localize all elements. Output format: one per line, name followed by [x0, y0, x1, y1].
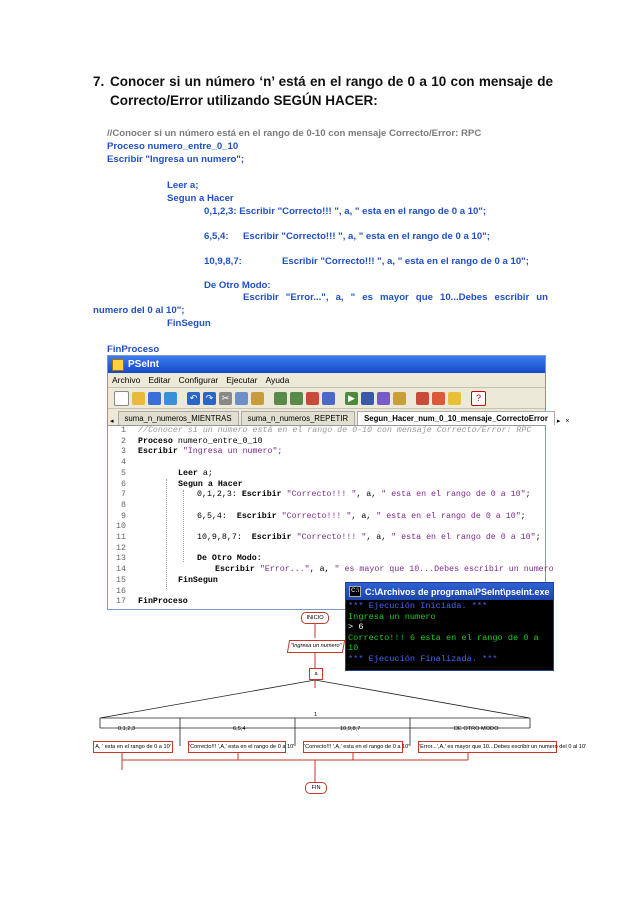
tab-repetir[interactable]: suma_n_numeros_REPETIR: [241, 411, 356, 425]
console-line: Ingresa un numero: [348, 611, 436, 622]
flow-case-label: 0,1,2,3: [118, 726, 136, 732]
line-number: 16: [116, 586, 126, 596]
string: "Ingresa un numero";: [177, 447, 283, 457]
code-otro-modo: De Otro Modo:: [204, 280, 271, 291]
string: " es mayor que 10...Debes escribir un numero: [334, 565, 554, 575]
punctuation: ;: [525, 490, 531, 500]
menu-configurar[interactable]: Configurar: [178, 375, 219, 385]
line-number: 7: [121, 490, 126, 500]
flow-end: FIN: [305, 782, 327, 794]
menu-ayuda[interactable]: Ayuda: [265, 375, 290, 385]
keyword: Escribir: [236, 511, 277, 521]
punctuation: ;: [535, 533, 541, 542]
identifier: , a,: [366, 533, 392, 542]
code-word: escribir: [494, 292, 530, 303]
string: "Correcto!!! ": [291, 533, 367, 542]
keyword: Escribir: [215, 565, 255, 575]
code-word: "Error...",: [285, 292, 329, 303]
menu-archivo[interactable]: Archivo: [112, 375, 141, 385]
keyword: Escribir: [251, 533, 292, 542]
code-word: ": [350, 292, 356, 303]
code-line-3: [138, 447, 282, 456]
code-line-7: [197, 490, 531, 499]
string: "Correcto!!! ": [276, 511, 352, 521]
exercise-number: 7.: [93, 74, 105, 89]
redo-icon[interactable]: ↷: [203, 392, 216, 405]
line-number: 8: [121, 500, 126, 510]
code-case-3-body: Escribir "Correcto!!! ", a, " esta en el rango de 0 a 10";: [282, 256, 529, 267]
identifier: , a,: [351, 511, 377, 521]
code-case-2-body: Escribir "Correcto!!! ", a, " esta en el rango de 0 a 10";: [243, 231, 490, 242]
console-icon: C:\: [349, 586, 361, 597]
tab-scroll-left-icon[interactable]: ◂: [110, 418, 114, 425]
string: " esta en el rango de 0 a 10": [381, 490, 526, 500]
code-line-1: //Conocer si un número está en el rango de 0-10 con mensaje Correcto/Error: RPC: [138, 426, 532, 435]
indent-guide: [183, 490, 184, 562]
flow-case-label: 6,5,4: [233, 726, 246, 732]
code-leer: Leer a;: [167, 180, 199, 191]
code-segun: Segun a Hacer: [167, 193, 234, 204]
line-number: 9: [121, 511, 126, 521]
highlight-icon[interactable]: [416, 392, 429, 405]
line-number: 4: [121, 458, 126, 468]
delete-line-icon[interactable]: [306, 392, 319, 405]
console-line: *** Ejecución Iniciada. ***: [348, 601, 488, 611]
code-line-14: [215, 565, 554, 574]
code-case-1: 0,1,2,3: Escribir "Correcto!!! ", a, " esta en el rango de 0 a 10";: [204, 206, 487, 217]
code-comment: //Conocer si un número está en el rango de 0-10 con mensaje Correcto/Error: RPC: [107, 128, 482, 139]
menu-ejecutar[interactable]: Ejecutar: [226, 375, 258, 385]
code-line-17: FinProceso: [138, 597, 188, 607]
code-error-line: [243, 292, 548, 303]
identifier: numero_entre_0_10: [172, 436, 263, 446]
tab-mientras[interactable]: suma_n_numeros_MIENTRAS: [118, 411, 239, 425]
string: "Correcto!!! ": [281, 490, 357, 500]
flow-output-case: 'Error...',A,' es mayor que 10...Debes escribir un numero del 0 al 10': [418, 741, 557, 753]
code-finproceso: FinProceso: [107, 344, 160, 355]
code-line-15: FinSegun: [178, 575, 218, 585]
file-tabs: [108, 409, 570, 426]
code-proceso: Proceso numero_entre_0_10: [107, 141, 239, 152]
code-line-2: [138, 437, 262, 446]
console-title: C:\Archivos de programa\PSeInt\pseint.exe: [365, 586, 550, 597]
exercise-title: Conocer si un número ‘n’ está en el rango de 0 a 10 con mensaje de Correcto/Error utilizando SEGÚN HACER:: [110, 74, 553, 108]
code-error-cont: numero del 0 al 10";: [93, 305, 185, 316]
line-number: 17: [116, 597, 126, 607]
debug-icon[interactable]: [393, 392, 406, 405]
line-number: 6: [121, 479, 126, 489]
identifier: , a,: [309, 565, 335, 575]
tab-segun-hacer[interactable]: Segun_Hacer_num_0_10_mensaje_CorrectoError: [357, 411, 555, 425]
punctuation: ;: [520, 511, 526, 521]
tab-close-icon[interactable]: ×: [565, 418, 570, 425]
flow-output-prompt: "Ingresa un numero": [287, 640, 345, 653]
flow-output-case: 'Correcto!!! ',A,' esta en el rango de 0 a 10': [303, 741, 403, 753]
case-values: 10,9,8,7:: [197, 533, 252, 542]
flowchart: [90, 610, 587, 825]
line-number: 14: [116, 565, 126, 575]
search-icon[interactable]: [322, 392, 335, 405]
keyword: Leer: [178, 468, 198, 478]
error-icon[interactable]: [432, 392, 445, 405]
line-number: 3: [121, 447, 126, 457]
step-icon[interactable]: [361, 392, 374, 405]
case-values: 0,1,2,3:: [197, 490, 242, 500]
flowchart-icon[interactable]: [377, 392, 390, 405]
keyword: Proceso: [138, 436, 173, 446]
window-title: PSeInt: [128, 359, 160, 370]
code-escribir: Escribir "Ingresa un numero";: [107, 154, 245, 165]
info-icon[interactable]: ?: [471, 391, 486, 406]
code-word: mayor: [380, 292, 409, 303]
run-icon[interactable]: ▶: [345, 392, 358, 405]
console-line: Correcto!!! 6 esta en el rango de 0 a 10: [348, 632, 539, 653]
console-titlebar: [346, 583, 553, 600]
indent-icon[interactable]: [274, 392, 287, 405]
code-word: Escribir: [243, 292, 279, 303]
string: " esta en el rango de 0 a 10": [391, 533, 536, 542]
save-icon[interactable]: [148, 392, 161, 405]
identifier: a;: [197, 468, 213, 478]
code-word: a,: [335, 292, 344, 303]
console-line: *** Ejecución Finalizada. ***: [348, 653, 498, 664]
line-number: 1: [121, 426, 126, 435]
code-word: un: [536, 292, 548, 303]
flow-case-label: 10,9,8,7: [340, 726, 361, 732]
code-word: es: [362, 292, 373, 303]
cut-icon[interactable]: ✂: [219, 392, 232, 405]
menu-bar: [108, 373, 545, 388]
case-values: 6,5,4:: [197, 511, 237, 521]
pseint-window: [107, 355, 570, 610]
code-line-9: [197, 512, 526, 521]
keyword: Escribir: [241, 490, 282, 500]
line-number: 12: [116, 543, 126, 553]
line-number: 13: [116, 554, 126, 564]
menu-editar[interactable]: Editar: [148, 375, 171, 385]
keyword: Escribir: [138, 447, 178, 457]
comment-icon[interactable]: [290, 392, 303, 405]
flow-input-var: a: [309, 668, 323, 680]
line-number: 11: [116, 533, 126, 542]
code-line-6: Segun a Hacer: [178, 479, 243, 489]
tab-scroll-right-icon[interactable]: ▸: [556, 418, 561, 425]
flow-case-label: DE OTRO MODO: [454, 726, 499, 732]
code-line-5: [178, 469, 213, 478]
console-line: > 6: [348, 622, 364, 632]
line-number: 2: [121, 436, 126, 446]
indent-guide: [166, 479, 167, 589]
line-number: 10: [116, 522, 126, 532]
exercise-heading: [93, 72, 553, 110]
toolbar: [108, 388, 545, 409]
code-word: 10...Debes: [439, 292, 488, 303]
code-finsegun: FinSegun: [167, 318, 211, 329]
code-line-13: De Otro Modo:: [197, 554, 262, 564]
new-file-icon[interactable]: [114, 391, 129, 406]
line-number: 15: [116, 575, 126, 585]
pseint-logo-icon: [112, 359, 124, 371]
flow-output-case: A, ' esta en el rango de 0 a 10': [93, 741, 173, 753]
save-as-icon[interactable]: [164, 392, 177, 405]
flow-start: INICIO: [301, 612, 329, 624]
string: "Error...": [254, 565, 310, 575]
open-folder-icon[interactable]: [132, 392, 145, 405]
code-word: que: [415, 292, 433, 303]
flow-switch-label: 1: [314, 712, 318, 718]
line-number: 5: [121, 468, 126, 478]
copy-icon[interactable]: [235, 392, 248, 405]
help-icon[interactable]: [448, 392, 461, 405]
identifier: , a,: [356, 490, 382, 500]
string: " esta en el rango de 0 a 10": [376, 511, 521, 521]
paste-icon[interactable]: [251, 392, 264, 405]
window-titlebar: [108, 356, 545, 373]
undo-icon[interactable]: ↶: [187, 392, 200, 405]
code-case-3-label: 10,9,8,7:: [204, 256, 242, 267]
code-case-2-label: 6,5,4:: [204, 231, 229, 242]
flow-output-case: 'Correcto!!! ',A,' esta en el rango de 0 a 10': [188, 741, 286, 753]
code-line-11: [197, 533, 541, 542]
